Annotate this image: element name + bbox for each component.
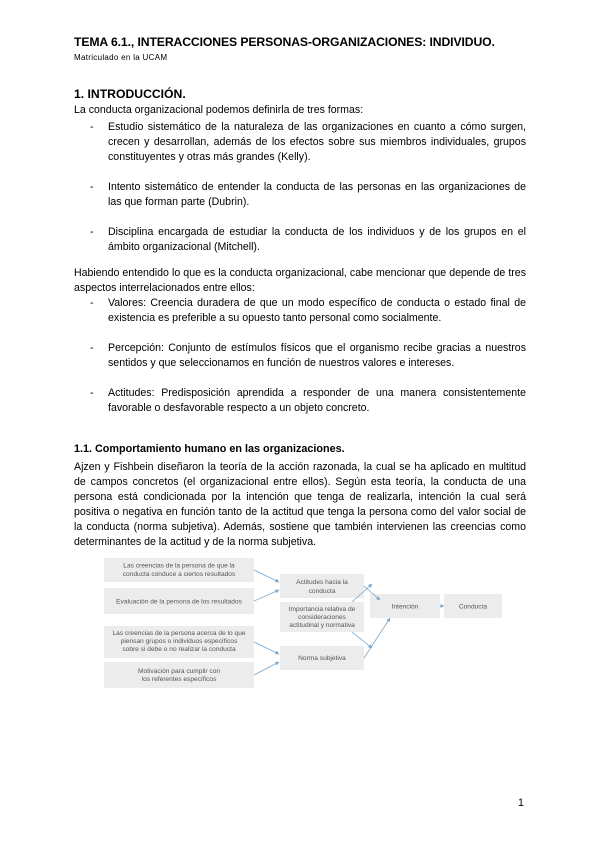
list-item: - Estudio sistemático de la naturaleza de las organizaciones en cuanto a cómo surgen, crecen y desarrollan, además de los efectos sobre sus miembros individuales, grupos constituyentes y otras más grandes (Kelly). [74, 120, 526, 165]
arrow-beliefs-to-attitude [254, 570, 279, 582]
motivation-box [104, 662, 254, 688]
svg-text:consideraciones: consideraciones [298, 614, 346, 621]
document-subtitle: Matriculado en la UCAM [74, 53, 168, 62]
beliefs-results-box [104, 558, 254, 582]
arrow-motivation-to-norm [254, 662, 279, 675]
attitude-box [280, 574, 364, 598]
list-item: - Actitudes: Predisposición aprendida a responder de una manera consistentemente favorable o desfavorable respecto a un objeto concreto. [74, 386, 526, 416]
list-item: - Disciplina encargada de estudiar la conducta de los individuos y de los grupos en el ámbito organizacional (Mitchell). [74, 225, 526, 255]
theory-paragraph: Ajzen y Fishbein diseñaron la teoría de la acción razonada, la cual se ha aplicado en multitud de campos concretos (el organizacional entre ellos). Según esta teoría, la conducta de una persona está condicionada por la intención que tenga de realizarla, intención la cual será positiva o negativa en función tanto de la actitud que tenga la persona como del valor social de la conducta (norma subjetiva). Además, sostiene que también intervienen las creencias como determinantes de la actitud y de la norma subjetiva. [74, 461, 526, 548]
arrow-groups-to-norm [254, 642, 279, 654]
svg-text:sobre si debe o no realizar la: sobre si debe o no realizar la conducta [122, 646, 236, 653]
svg-text:Norma subjetiva: Norma subjetiva [298, 655, 346, 662]
svg-text:piensan grupos o individuos es: piensan grupos o individuos específicos [120, 638, 238, 645]
svg-text:Actitudes hacia la: Actitudes hacia la [296, 579, 348, 586]
section-heading-introduccion: 1. INTRODUCCIÓN. [74, 87, 186, 101]
svg-text:Conducta: Conducta [458, 603, 488, 611]
svg-text:Intención: Intención [391, 603, 419, 611]
list-item: - Intento sistemático de entender la conducta de las personas en las organizaciones de las que forman parte (Dubrin). [74, 180, 526, 210]
intro-paragraph: La conducta organizacional podemos definirla de tres formas: [74, 104, 364, 116]
arrow-norm-to-intention [364, 618, 390, 658]
list-item: - Valores: Creencia duradera de que un modo específico de conducta o estado final de existencia es preferible a su opuesto tanto personal como socialmente. [74, 296, 526, 326]
svg-text:conducta: conducta [308, 588, 336, 595]
importance-box [280, 602, 364, 632]
definitions-list [74, 120, 526, 270]
svg-text:actitudinal y normativa: actitudinal y normativa [289, 622, 355, 629]
svg-text:Las creencias de la persona de: Las creencias de la persona de que la [123, 562, 235, 570]
subjective-norm-box [280, 646, 364, 670]
svg-text:Importancia relativa de: Importancia relativa de [288, 606, 356, 613]
aspects-list [74, 296, 526, 431]
behavior-box [444, 594, 502, 618]
reasoned-action-diagram [104, 558, 504, 690]
evaluation-box [104, 588, 254, 614]
svg-text:Evaluación de la persona de lo: Evaluación de la persona de los resultados [116, 598, 242, 606]
beliefs-groups-box [104, 626, 254, 658]
page-number: 1 [518, 797, 524, 809]
svg-text:conducta conduce a ciertos res: conducta conduce a ciertos resultados [122, 571, 236, 578]
document-title: TEMA 6.1., INTERACCIONES PERSONAS-ORGANIZACIONES: INDIVIDUO. [74, 35, 495, 49]
svg-text:los referentes específicos: los referentes específicos [141, 676, 217, 683]
aspects-intro-paragraph: Habiendo entendido lo que es la conducta organizacional, cabe mencionar que depende de tres aspectos interrelacionados entre ellos: [74, 267, 526, 294]
arrow-importance-to-norm [352, 632, 372, 648]
arrow-evaluation-to-attitude [254, 590, 279, 601]
intention-box [370, 594, 440, 618]
svg-text:Las creencias de la persona ac: Las creencias de la persona acerca de lo que [112, 630, 246, 637]
section-heading-comportamiento: 1.1. Comportamiento humano en las organizaciones. [74, 443, 345, 455]
svg-text:Motivación para cumplir con: Motivación para cumplir con [137, 668, 221, 675]
list-item: - Percepción: Conjunto de estímulos físicos que el organismo recibe gracias a nuestros sentidos y que seleccionamos en función de nuestros valores e intereses. [74, 341, 526, 371]
